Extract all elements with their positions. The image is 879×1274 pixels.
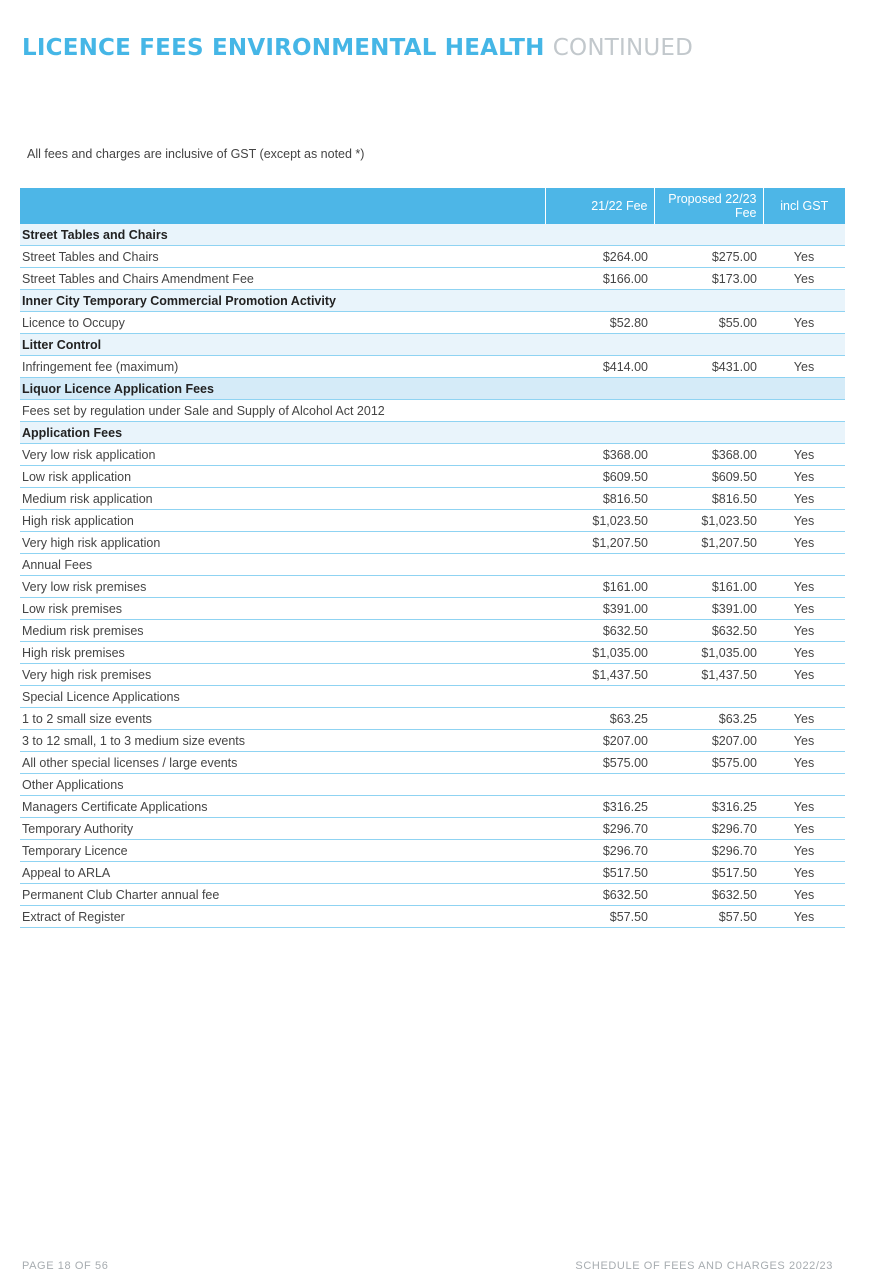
row-incl-gst: Yes — [763, 488, 845, 510]
row-incl-gst: Yes — [763, 664, 845, 686]
row-description: Special Licence Applications — [20, 686, 545, 708]
row-description: Annual Fees — [20, 554, 545, 576]
row-fee-2223: $368.00 — [654, 444, 763, 466]
row-incl-gst: Yes — [763, 906, 845, 928]
row-description: Temporary Authority — [20, 818, 545, 840]
row-description: Very high risk application — [20, 532, 545, 554]
row-fee-2223: $207.00 — [654, 730, 763, 752]
table-row — [20, 246, 845, 268]
row-incl-gst: Yes — [763, 730, 845, 752]
row-incl-gst: Yes — [763, 268, 845, 290]
row-incl-gst: Yes — [763, 576, 845, 598]
table-row — [20, 752, 845, 774]
row-description: High risk premises — [20, 642, 545, 664]
table-row — [20, 818, 845, 840]
table-row — [20, 268, 845, 290]
row-fee-2223: $296.70 — [654, 818, 763, 840]
fees-table — [20, 188, 845, 928]
row-incl-gst: Yes — [763, 708, 845, 730]
table-row — [20, 774, 845, 796]
row-fee-2122: $296.70 — [545, 818, 654, 840]
row-description: Low risk premises — [20, 598, 545, 620]
row-description: Permanent Club Charter annual fee — [20, 884, 545, 906]
section-header-row — [20, 224, 845, 246]
row-incl-gst: Yes — [763, 598, 845, 620]
section-header-row — [20, 334, 845, 356]
column-header-description — [20, 188, 545, 224]
row-incl-gst — [763, 774, 845, 796]
table-row — [20, 400, 845, 422]
row-fee-2122 — [545, 686, 654, 708]
row-incl-gst — [763, 400, 845, 422]
row-fee-2122: $63.25 — [545, 708, 654, 730]
section-header-label: Liquor Licence Application Fees — [20, 378, 845, 400]
footer-page-number: PAGE 18 OF 56 — [22, 1260, 109, 1272]
column-header-incl-gst: incl GST — [763, 188, 845, 224]
row-description: Licence to Occupy — [20, 312, 545, 334]
row-fee-2223: $55.00 — [654, 312, 763, 334]
table-row — [20, 906, 845, 928]
row-fee-2122: $414.00 — [545, 356, 654, 378]
row-description: Street Tables and Chairs — [20, 246, 545, 268]
row-incl-gst: Yes — [763, 466, 845, 488]
row-fee-2122: $1,035.00 — [545, 642, 654, 664]
row-description: Temporary Licence — [20, 840, 545, 862]
row-description: Other Applications — [20, 774, 545, 796]
row-fee-2223: $63.25 — [654, 708, 763, 730]
table-row — [20, 730, 845, 752]
row-incl-gst: Yes — [763, 752, 845, 774]
row-fee-2122: $1,023.50 — [545, 510, 654, 532]
row-fee-2223: $609.50 — [654, 466, 763, 488]
section-header-row — [20, 378, 845, 400]
table-row — [20, 642, 845, 664]
row-fee-2223 — [654, 554, 763, 576]
fees-table-body — [20, 224, 845, 928]
row-fee-2223: $632.50 — [654, 884, 763, 906]
footer-document-title: SCHEDULE OF FEES AND CHARGES 2022/23 — [575, 1260, 833, 1272]
row-fee-2122: $161.00 — [545, 576, 654, 598]
row-description: Very low risk application — [20, 444, 545, 466]
table-row — [20, 312, 845, 334]
row-fee-2122: $264.00 — [545, 246, 654, 268]
row-fee-2223: $1,207.50 — [654, 532, 763, 554]
row-fee-2223: $275.00 — [654, 246, 763, 268]
row-fee-2223 — [654, 400, 763, 422]
section-header-label: Inner City Temporary Commercial Promotion Activity — [20, 290, 845, 312]
section-header-label: Litter Control — [20, 334, 845, 356]
row-fee-2223: $391.00 — [654, 598, 763, 620]
column-header-fee-2122: 21/22 Fee — [545, 188, 654, 224]
table-row — [20, 620, 845, 642]
row-description: Medium risk application — [20, 488, 545, 510]
table-row — [20, 664, 845, 686]
row-incl-gst — [763, 686, 845, 708]
row-fee-2122: $632.50 — [545, 884, 654, 906]
section-header-label: Application Fees — [20, 422, 845, 444]
row-description: Very low risk premises — [20, 576, 545, 598]
row-fee-2122: $57.50 — [545, 906, 654, 928]
section-header-row — [20, 290, 845, 312]
row-incl-gst: Yes — [763, 510, 845, 532]
table-row — [20, 444, 845, 466]
section-header-row — [20, 422, 845, 444]
row-fee-2122: $1,207.50 — [545, 532, 654, 554]
table-row — [20, 598, 845, 620]
table-row — [20, 532, 845, 554]
row-fee-2122 — [545, 774, 654, 796]
row-fee-2223: $816.50 — [654, 488, 763, 510]
row-description: Low risk application — [20, 466, 545, 488]
page-title — [22, 34, 693, 62]
table-row — [20, 862, 845, 884]
row-fee-2122: $391.00 — [545, 598, 654, 620]
row-incl-gst: Yes — [763, 620, 845, 642]
table-row — [20, 356, 845, 378]
row-description: Extract of Register — [20, 906, 545, 928]
row-description: 1 to 2 small size events — [20, 708, 545, 730]
row-fee-2122: $1,437.50 — [545, 664, 654, 686]
row-fee-2223: $575.00 — [654, 752, 763, 774]
row-fee-2223 — [654, 774, 763, 796]
row-incl-gst — [763, 554, 845, 576]
row-description: Infringement fee (maximum) — [20, 356, 545, 378]
section-header-label: Street Tables and Chairs — [20, 224, 845, 246]
table-row — [20, 884, 845, 906]
gst-note: All fees and charges are inclusive of GST (except as noted *) — [27, 147, 365, 161]
row-fee-2223: $173.00 — [654, 268, 763, 290]
row-incl-gst: Yes — [763, 818, 845, 840]
table-header-row — [20, 188, 845, 224]
table-row — [20, 796, 845, 818]
row-incl-gst: Yes — [763, 444, 845, 466]
row-fee-2223: $632.50 — [654, 620, 763, 642]
row-fee-2223: $161.00 — [654, 576, 763, 598]
row-description: 3 to 12 small, 1 to 3 medium size events — [20, 730, 545, 752]
row-fee-2122: $632.50 — [545, 620, 654, 642]
row-description: Very high risk premises — [20, 664, 545, 686]
row-fee-2122: $517.50 — [545, 862, 654, 884]
column-header-fee-2223: Proposed 22/23 Fee — [654, 188, 763, 224]
row-fee-2223: $296.70 — [654, 840, 763, 862]
row-fee-2223: $1,023.50 — [654, 510, 763, 532]
row-fee-2122: $296.70 — [545, 840, 654, 862]
row-incl-gst: Yes — [763, 356, 845, 378]
row-incl-gst: Yes — [763, 884, 845, 906]
table-row — [20, 554, 845, 576]
table-row — [20, 840, 845, 862]
row-fee-2223: $57.50 — [654, 906, 763, 928]
row-description: Medium risk premises — [20, 620, 545, 642]
row-fee-2122: $575.00 — [545, 752, 654, 774]
page-title-continued: CONTINUED — [552, 35, 694, 61]
table-row — [20, 686, 845, 708]
row-fee-2223: $431.00 — [654, 356, 763, 378]
row-fee-2122: $166.00 — [545, 268, 654, 290]
row-fee-2223: $316.25 — [654, 796, 763, 818]
row-description: Managers Certificate Applications — [20, 796, 545, 818]
row-description: All other special licenses / large events — [20, 752, 545, 774]
row-incl-gst: Yes — [763, 642, 845, 664]
table-row — [20, 708, 845, 730]
row-fee-2223 — [654, 686, 763, 708]
row-fee-2122: $52.80 — [545, 312, 654, 334]
row-description: High risk application — [20, 510, 545, 532]
row-incl-gst: Yes — [763, 796, 845, 818]
row-incl-gst: Yes — [763, 532, 845, 554]
table-row — [20, 510, 845, 532]
row-description: Fees set by regulation under Sale and Supply of Alcohol Act 2012 — [20, 400, 545, 422]
row-incl-gst: Yes — [763, 862, 845, 884]
row-fee-2223: $1,035.00 — [654, 642, 763, 664]
row-incl-gst: Yes — [763, 246, 845, 268]
page-title-main: LICENCE FEES ENVIRONMENTAL HEALTH — [22, 35, 545, 61]
row-fee-2122: $207.00 — [545, 730, 654, 752]
row-fee-2122 — [545, 554, 654, 576]
table-row — [20, 466, 845, 488]
row-description: Street Tables and Chairs Amendment Fee — [20, 268, 545, 290]
row-fee-2223: $1,437.50 — [654, 664, 763, 686]
row-fee-2122: $816.50 — [545, 488, 654, 510]
row-fee-2122 — [545, 400, 654, 422]
row-incl-gst: Yes — [763, 312, 845, 334]
row-incl-gst: Yes — [763, 840, 845, 862]
row-fee-2122: $368.00 — [545, 444, 654, 466]
row-description: Appeal to ARLA — [20, 862, 545, 884]
row-fee-2122: $316.25 — [545, 796, 654, 818]
table-row — [20, 576, 845, 598]
row-fee-2122: $609.50 — [545, 466, 654, 488]
row-fee-2223: $517.50 — [654, 862, 763, 884]
table-row — [20, 488, 845, 510]
